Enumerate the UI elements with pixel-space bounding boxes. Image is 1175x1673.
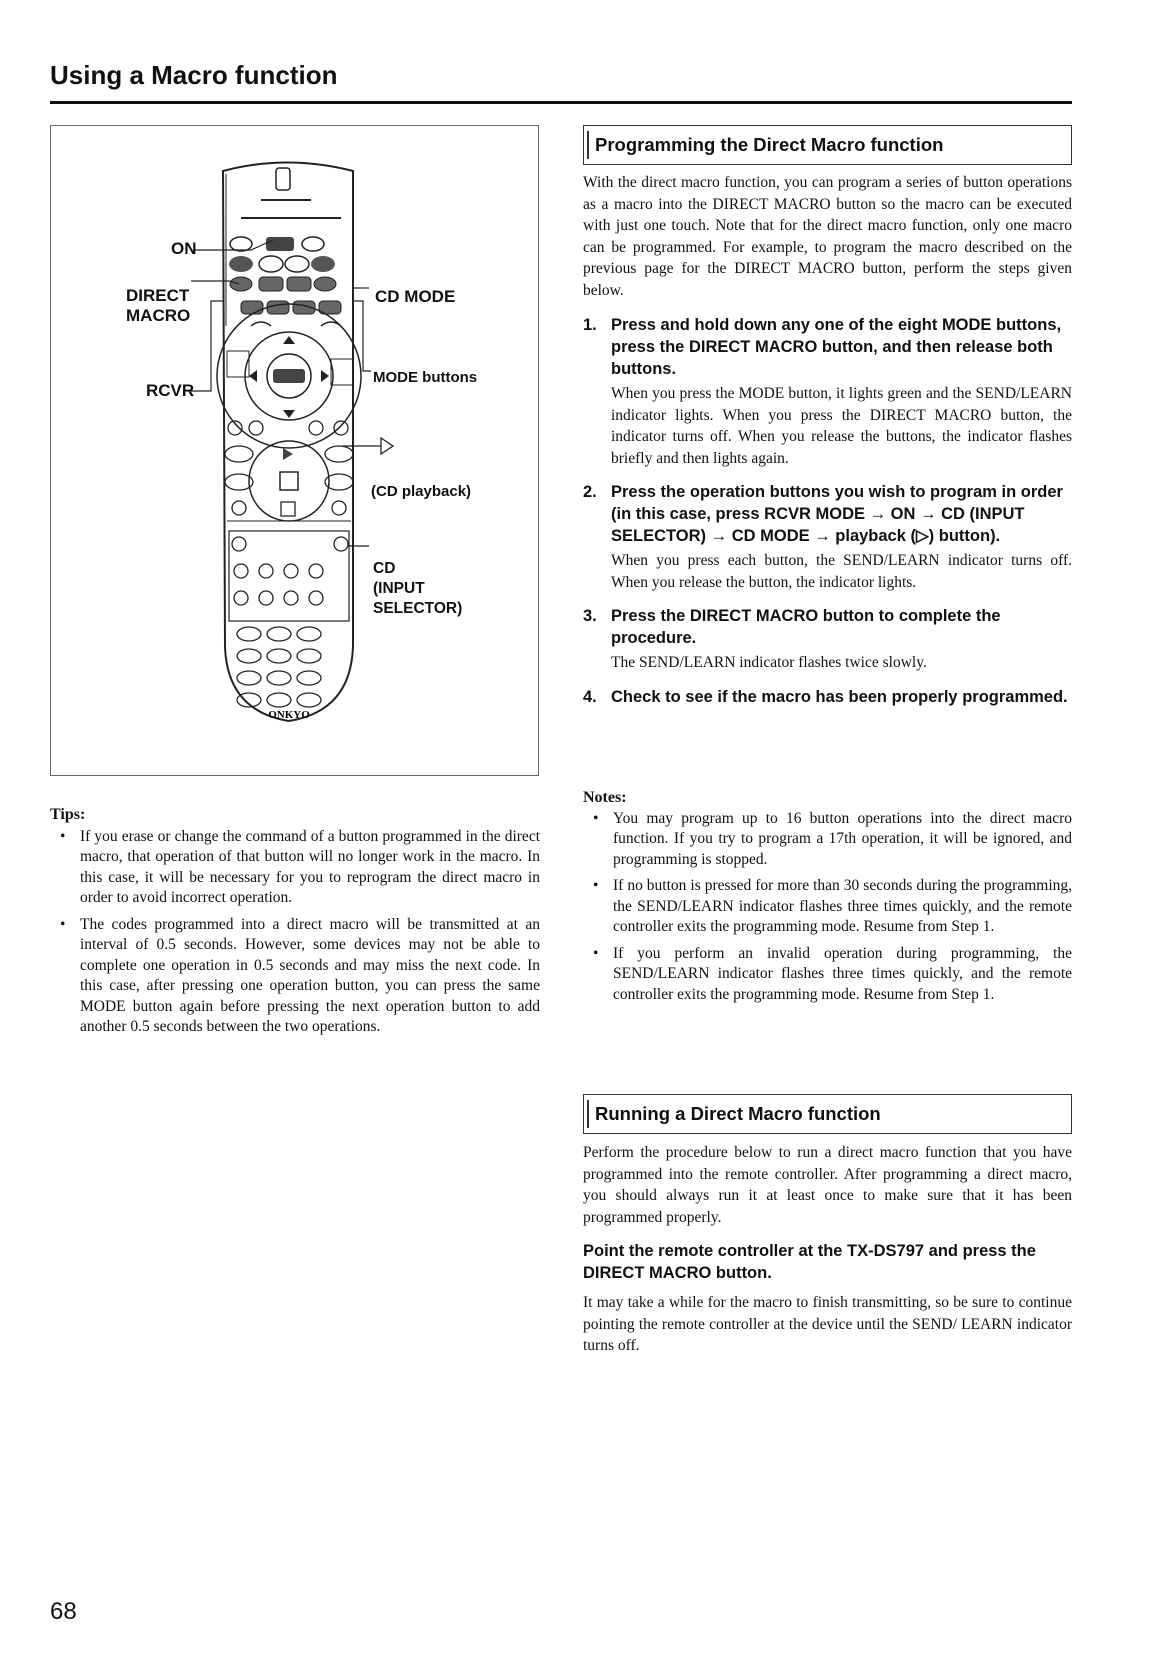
running-intro: Perform the procedure below to run a direct macro function that you have programmed into the remote controller. After programming a direct macro, you should always run it at least once to make sure that it has been programmed properly.	[583, 1144, 1072, 1226]
label-on: ON	[171, 239, 197, 258]
page-title: Using a Macro function	[50, 60, 338, 90]
step-title: Check to see if the macro has been properly programmed.	[611, 687, 1068, 706]
page-number: 68	[50, 1598, 77, 1625]
tips-item: • The codes programmed into a direct macro will be transmitted at an interval of 0.5 seconds. However, some devices may not be able to complete one operation in 0.5 seconds and may miss the next code. In this case, after pressing one operation button, you can press the same MODE button again before pressing the next operation button to add another 0.5 seconds between the two operations.	[50, 915, 540, 1038]
step-title: Press the DIRECT MACRO button to complete the procedure.	[611, 607, 1001, 647]
step-number: 4.	[583, 687, 597, 706]
label-cd-playback: (CD playback)	[371, 483, 472, 500]
running-body: It may take a while for the macro to finish transmitting, so be sure to continue pointing the remote controller at the device until the SEND/ LEARN indicator turns off.	[583, 1294, 1072, 1354]
tips-section	[50, 805, 540, 1044]
step-title: Press the operation buttons you wish to program in order (in this case, press RCVR MODE → ON → CD (INPUT SELECTOR) → CD MODE → playback (▷) button).	[611, 483, 1063, 545]
notes-item: • If you perform an invalid operation during programming, the SEND/LEARN indicator flashes three times quickly, and the remote controller exits the programming mode. Resume from Step 1.	[583, 944, 1072, 1006]
step-body: When you press each button, the SEND/LEARN indicator turns off. When you release the button, the indicator lights.	[611, 552, 1072, 591]
remote-brand-logo: ONKYO	[268, 709, 310, 721]
step-item	[583, 605, 1072, 674]
label-direct-macro: DIRECT MACRO	[126, 286, 191, 325]
step-body: When you press the MODE button, it lights green and the SEND/LEARN indicator lights. When you press the DIRECT MACRO button, the indicator turns off. When you release the buttons, the indicator flashes briefly and then lights again.	[611, 385, 1072, 467]
label-rcvr: RCVR	[146, 381, 195, 400]
tips-heading: Tips:	[50, 806, 86, 823]
step-body: The SEND/LEARN indicator flashes twice slowly.	[611, 654, 927, 671]
label-cd-mode: CD MODE	[375, 287, 456, 306]
tips-list	[50, 827, 540, 1038]
step-item	[583, 686, 1072, 708]
step-number: 2.	[583, 483, 597, 501]
programming-heading: Programming the Direct Macro function	[583, 125, 1072, 165]
running-heading: Running a Direct Macro function	[583, 1094, 1072, 1134]
step-number: 3.	[583, 607, 597, 625]
notes-item: • If no button is pressed for more than 30 seconds during the programming, the SEND/LEARN indicator flashes three times quickly, and the remote controller exits the programming mode. Resume from Step 1.	[583, 876, 1072, 938]
label-mode-buttons: MODE buttons	[373, 369, 478, 386]
programming-steps	[583, 314, 1072, 720]
running-instruction: Point the remote controller at the TX-DS797 and press the DIRECT MACRO button.	[583, 1242, 1036, 1282]
notes-heading: Notes:	[583, 789, 627, 806]
notes-item: • You may program up to 16 button operations into the direct macro function. If you try to program a 17th operation, it will be ignored, and programming is stopped.	[583, 809, 1072, 871]
step-item	[583, 314, 1072, 469]
remote-control-illustration	[51, 126, 538, 775]
label-cd-input-selector: CD (INPUT SELECTOR)	[373, 560, 463, 617]
tips-item: • If you erase or change the command of a button programmed in the direct macro, that operation of that button will no longer work in the macro. In this case, it will be necessary for you to reprogram the direct macro in order to avoid incorrect operation.	[50, 827, 540, 909]
step-title: Press and hold down any one of the eight MODE buttons, press the DIRECT MACRO button, and then release both buttons.	[611, 316, 1062, 378]
title-rule	[50, 101, 1072, 104]
programming-intro: With the direct macro function, you can program a series of button operations as a macro into the DIRECT MACRO button so the macro can be executed with just one touch. Note that for the direct macro function, only one macro can be programmed. For example, to program the macro described on the previous page for the DIRECT MACRO button, perform the steps given below.	[583, 174, 1072, 299]
step-item	[583, 481, 1072, 593]
remote-figure	[50, 125, 539, 776]
notes-list	[583, 809, 1072, 1006]
step-number: 1.	[583, 316, 597, 334]
notes-section	[583, 788, 1072, 1011]
